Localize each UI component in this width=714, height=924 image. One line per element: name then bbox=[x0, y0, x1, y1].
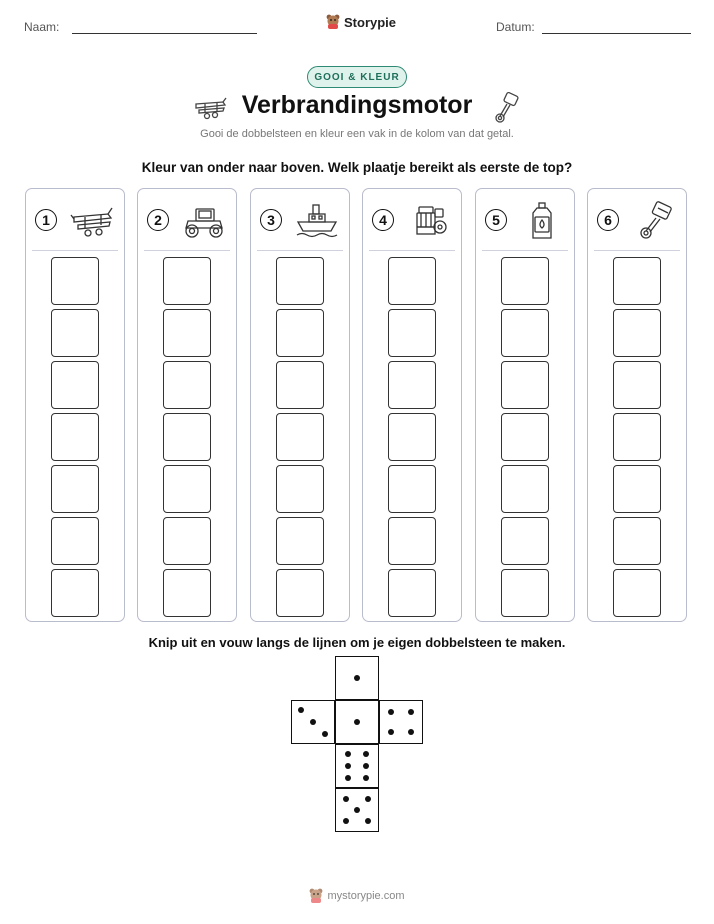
column-divider bbox=[594, 250, 680, 251]
column-divider bbox=[369, 250, 455, 251]
color-cell[interactable] bbox=[276, 517, 324, 565]
column-number: 4 bbox=[372, 209, 394, 231]
piston-icon bbox=[632, 201, 676, 241]
footer-url: mystorypie.com bbox=[327, 890, 405, 902]
column-divider bbox=[32, 250, 118, 251]
color-cell[interactable] bbox=[276, 257, 324, 305]
cut-instruction: Knip uit en vouw langs de lijnen om je eigen dobbelsteen te maken. bbox=[148, 635, 566, 650]
column-1 bbox=[25, 188, 125, 622]
die-pip bbox=[363, 775, 369, 781]
color-cell[interactable] bbox=[501, 413, 549, 461]
page-title: Verbrandingsmotor bbox=[241, 91, 473, 119]
color-cell[interactable] bbox=[613, 569, 661, 617]
column-number: 3 bbox=[260, 209, 282, 231]
color-cell[interactable] bbox=[276, 569, 324, 617]
die-face-3 bbox=[291, 700, 335, 744]
die-pip bbox=[345, 763, 351, 769]
color-cell[interactable] bbox=[613, 517, 661, 565]
color-cell[interactable] bbox=[388, 465, 436, 513]
color-cell[interactable] bbox=[51, 517, 99, 565]
vintage-car-icon bbox=[182, 201, 226, 241]
die-pip bbox=[310, 719, 316, 725]
bear-icon bbox=[326, 14, 340, 30]
color-cell[interactable] bbox=[388, 517, 436, 565]
color-cell[interactable] bbox=[163, 257, 211, 305]
die-face-4 bbox=[379, 700, 423, 744]
color-cell[interactable] bbox=[163, 361, 211, 409]
column-number: 6 bbox=[597, 209, 619, 231]
brand-logo bbox=[326, 14, 396, 30]
color-cell[interactable] bbox=[163, 569, 211, 617]
date-label: Datum: bbox=[496, 20, 535, 34]
column-3 bbox=[250, 188, 350, 622]
die-pip bbox=[365, 796, 371, 802]
column-number: 2 bbox=[147, 209, 169, 231]
color-cell[interactable] bbox=[276, 413, 324, 461]
column-6 bbox=[587, 188, 687, 622]
color-cell[interactable] bbox=[613, 361, 661, 409]
steamboat-icon bbox=[295, 201, 339, 241]
die-pip bbox=[363, 751, 369, 757]
color-cell[interactable] bbox=[388, 309, 436, 357]
die-pip bbox=[408, 729, 414, 735]
color-cell[interactable] bbox=[51, 309, 99, 357]
die-face-5 bbox=[335, 788, 379, 832]
bear-icon bbox=[309, 888, 323, 904]
color-cell[interactable] bbox=[163, 465, 211, 513]
die-pip bbox=[354, 675, 360, 681]
color-cell[interactable] bbox=[613, 257, 661, 305]
color-cell[interactable] bbox=[276, 465, 324, 513]
color-cell[interactable] bbox=[388, 257, 436, 305]
color-cell[interactable] bbox=[501, 361, 549, 409]
die-face-6 bbox=[335, 744, 379, 788]
die-face-1 bbox=[335, 656, 379, 700]
color-cell[interactable] bbox=[51, 413, 99, 461]
color-cell[interactable] bbox=[51, 465, 99, 513]
color-cell[interactable] bbox=[276, 309, 324, 357]
color-cell[interactable] bbox=[163, 309, 211, 357]
die-pip bbox=[343, 818, 349, 824]
die-pip bbox=[298, 707, 304, 713]
column-divider bbox=[482, 250, 568, 251]
color-cell[interactable] bbox=[388, 361, 436, 409]
die-pip bbox=[408, 709, 414, 715]
color-cell[interactable] bbox=[51, 361, 99, 409]
column-2 bbox=[137, 188, 237, 622]
name-line bbox=[72, 33, 257, 34]
color-cell[interactable] bbox=[51, 569, 99, 617]
color-cell[interactable] bbox=[163, 413, 211, 461]
die-pip bbox=[345, 751, 351, 757]
die-pip bbox=[354, 807, 360, 813]
die-pip bbox=[322, 731, 328, 737]
color-cell[interactable] bbox=[613, 465, 661, 513]
date-line bbox=[542, 33, 691, 34]
name-label: Naam: bbox=[24, 20, 60, 34]
airplane-icon bbox=[70, 201, 114, 241]
column-divider bbox=[257, 250, 343, 251]
category-badge: GOOI & KLEUR bbox=[307, 66, 407, 88]
color-cell[interactable] bbox=[163, 517, 211, 565]
column-divider bbox=[144, 250, 230, 251]
column-number: 1 bbox=[35, 209, 57, 231]
color-cell[interactable] bbox=[613, 309, 661, 357]
oil-bottle-icon bbox=[520, 201, 564, 241]
die-face-1 bbox=[335, 700, 379, 744]
page-subtitle: Gooi de dobbelsteen en kleur een vak in de kolom van dat getal. bbox=[200, 128, 514, 140]
color-cell[interactable] bbox=[613, 413, 661, 461]
instruction-text: Kleur van onder naar boven. Welk plaatje bereikt als eerste de top? bbox=[141, 160, 573, 175]
brand-name: Storypie bbox=[344, 14, 397, 30]
column-number: 5 bbox=[485, 209, 507, 231]
color-cell[interactable] bbox=[501, 569, 549, 617]
color-cell[interactable] bbox=[51, 257, 99, 305]
color-cell[interactable] bbox=[501, 465, 549, 513]
color-cell[interactable] bbox=[501, 309, 549, 357]
column-5 bbox=[475, 188, 575, 622]
color-cell[interactable] bbox=[388, 413, 436, 461]
die-pip bbox=[343, 796, 349, 802]
die-pip bbox=[363, 763, 369, 769]
engine-icon bbox=[407, 201, 451, 241]
color-cell[interactable] bbox=[276, 361, 324, 409]
footer bbox=[0, 888, 714, 904]
die-pip bbox=[388, 729, 394, 735]
die-pip bbox=[345, 775, 351, 781]
die-pip bbox=[388, 709, 394, 715]
color-cell[interactable] bbox=[501, 257, 549, 305]
color-cell[interactable] bbox=[388, 569, 436, 617]
color-cell[interactable] bbox=[501, 517, 549, 565]
die-pip bbox=[365, 818, 371, 824]
piston-icon bbox=[491, 92, 521, 124]
column-4 bbox=[362, 188, 462, 622]
die-pip bbox=[354, 719, 360, 725]
